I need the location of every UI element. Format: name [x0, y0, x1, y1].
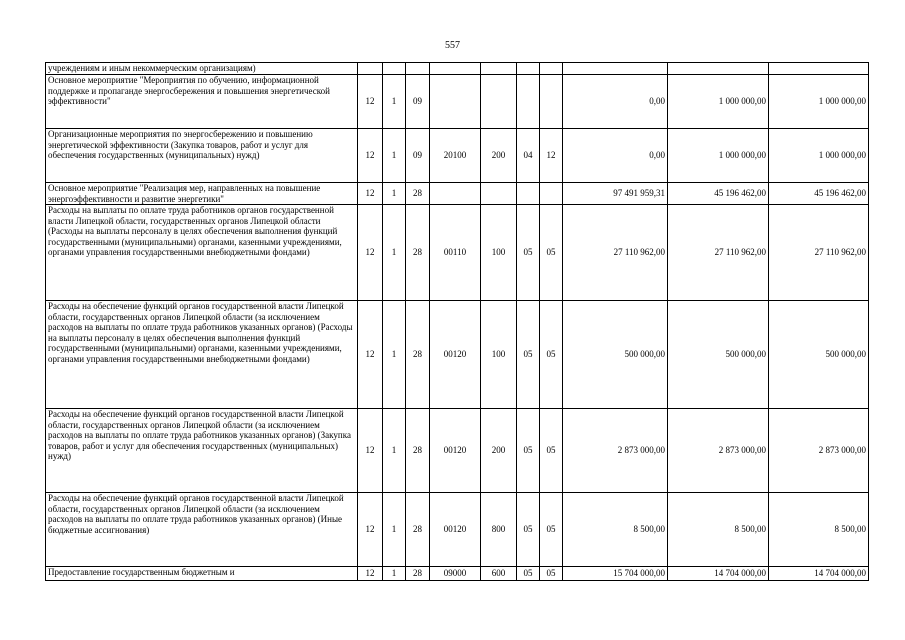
program-cell: 09	[406, 75, 430, 129]
target-cell: 00120	[430, 301, 481, 409]
table-row	[46, 205, 869, 301]
target-cell: 00110	[430, 205, 481, 301]
program-cell: 28	[406, 183, 430, 205]
target-cell: 00120	[430, 493, 481, 567]
amount-2020-cell: 27 110 962,00	[563, 205, 668, 301]
amount-2022-cell	[769, 63, 869, 75]
program-cell: 28	[406, 567, 430, 581]
section-cell: 12	[358, 183, 383, 205]
expense-type-cell	[481, 63, 517, 75]
target-cell	[430, 183, 481, 205]
expense-type-cell: 200	[481, 129, 517, 183]
program-cell	[406, 63, 430, 75]
amount-2020-cell: 0,00	[563, 75, 668, 129]
table-row	[46, 567, 869, 581]
amount-2022-cell: 1 000 000,00	[769, 75, 869, 129]
amount-2020-cell: 97 491 959,31	[563, 183, 668, 205]
div-cell	[517, 183, 540, 205]
subdiv-cell: 05	[540, 567, 563, 581]
amount-2020-cell: 2 873 000,00	[563, 409, 668, 493]
expense-type-cell: 100	[481, 205, 517, 301]
section-cell: 12	[358, 301, 383, 409]
description-cell: Предоставление государственным бюджетным и	[46, 567, 358, 581]
subdiv-cell: 05	[540, 409, 563, 493]
description-cell: Основное мероприятие "Реализация мер, направленных на повышение энергоэффективности и развитие энергетики"	[46, 183, 358, 205]
div-cell: 05	[517, 205, 540, 301]
section-cell: 12	[358, 567, 383, 581]
section-cell: 12	[358, 409, 383, 493]
expense-type-cell	[481, 75, 517, 129]
subdiv-cell	[540, 75, 563, 129]
subsection-cell: 1	[383, 301, 406, 409]
amount-2022-cell: 8 500,00	[769, 493, 869, 567]
subsection-cell: 1	[383, 409, 406, 493]
target-cell	[430, 75, 481, 129]
div-cell	[517, 63, 540, 75]
amount-2021-cell	[668, 63, 769, 75]
subsection-cell: 1	[383, 567, 406, 581]
description-cell: Организационные мероприятия по энергосбережению и повышению энергетической эффективности (Закупка товаров, работ и услуг для обеспечения государственных (муниципальных) нужд)	[46, 129, 358, 183]
description-cell: учреждениям и иным некоммерческим организациям)	[46, 63, 358, 75]
subsection-cell: 1	[383, 183, 406, 205]
amount-2022-cell: 500 000,00	[769, 301, 869, 409]
expense-type-cell: 800	[481, 493, 517, 567]
div-cell: 05	[517, 409, 540, 493]
amount-2021-cell: 500 000,00	[668, 301, 769, 409]
description-cell: Расходы на обеспечение функций органов государственной власти Липецкой области, государственных органов Липецкой области (за исключением расходов на выплаты по оплате труда работников указанных органов) (Закупка товаров, работ и услуг для обеспечения государственных (муниципальных) нужд)	[46, 409, 358, 493]
amount-2021-cell: 45 196 462,00	[668, 183, 769, 205]
amount-2020-cell: 0,00	[563, 129, 668, 183]
section-cell: 12	[358, 129, 383, 183]
section-cell	[358, 63, 383, 75]
program-cell: 28	[406, 301, 430, 409]
table-row	[46, 63, 869, 75]
target-cell: 20100	[430, 129, 481, 183]
target-cell: 00120	[430, 409, 481, 493]
expense-type-cell	[481, 183, 517, 205]
description-cell: Основное мероприятие "Мероприятия по обучению, информационной поддержке и пропаганде энергосбережения и повышения энергетической эффективности"	[46, 75, 358, 129]
subdiv-cell	[540, 63, 563, 75]
amount-2020-cell	[563, 63, 668, 75]
expense-type-cell: 200	[481, 409, 517, 493]
section-cell: 12	[358, 493, 383, 567]
program-cell: 28	[406, 409, 430, 493]
program-cell: 09	[406, 129, 430, 183]
program-cell: 28	[406, 493, 430, 567]
program-cell: 28	[406, 205, 430, 301]
amount-2021-cell: 2 873 000,00	[668, 409, 769, 493]
amount-2020-cell: 500 000,00	[563, 301, 668, 409]
subsection-cell: 1	[383, 75, 406, 129]
subsection-cell: 1	[383, 205, 406, 301]
amount-2020-cell: 15 704 000,00	[563, 567, 668, 581]
expense-type-cell: 100	[481, 301, 517, 409]
section-cell: 12	[358, 75, 383, 129]
table-row	[46, 183, 869, 205]
amount-2021-cell: 1 000 000,00	[668, 75, 769, 129]
subsection-cell: 1	[383, 129, 406, 183]
amount-2022-cell: 2 873 000,00	[769, 409, 869, 493]
table-row	[46, 493, 869, 567]
div-cell: 05	[517, 301, 540, 409]
amount-2022-cell: 27 110 962,00	[769, 205, 869, 301]
section-cell: 12	[358, 205, 383, 301]
amount-2021-cell: 14 704 000,00	[668, 567, 769, 581]
target-cell: 09000	[430, 567, 481, 581]
table-row	[46, 409, 869, 493]
amount-2021-cell: 8 500,00	[668, 493, 769, 567]
amount-2022-cell: 1 000 000,00	[769, 129, 869, 183]
subdiv-cell	[540, 183, 563, 205]
description-cell: Расходы на выплаты по оплате труда работников органов государственной власти Липецкой области, государственных органов Липецкой области (Расходы на выплаты персоналу в целях обеспечения выполнения функций государственными (муниципальными) органами, казенными учреждениями, органами управления государственными внебюджетными фондами)	[46, 205, 358, 301]
amount-2020-cell: 8 500,00	[563, 493, 668, 567]
page-number: 557	[445, 40, 460, 51]
subsection-cell: 1	[383, 493, 406, 567]
table-row	[46, 129, 869, 183]
div-cell: 04	[517, 129, 540, 183]
subdiv-cell: 05	[540, 493, 563, 567]
table-row	[46, 75, 869, 129]
div-cell: 05	[517, 493, 540, 567]
amount-2021-cell: 27 110 962,00	[668, 205, 769, 301]
budget-table	[45, 62, 869, 581]
amount-2021-cell: 1 000 000,00	[668, 129, 769, 183]
subsection-cell	[383, 63, 406, 75]
table-row	[46, 301, 869, 409]
div-cell: 05	[517, 567, 540, 581]
subdiv-cell: 05	[540, 301, 563, 409]
subdiv-cell: 05	[540, 205, 563, 301]
target-cell	[430, 63, 481, 75]
div-cell	[517, 75, 540, 129]
description-cell: Расходы на обеспечение функций органов государственной власти Липецкой области, государственных органов Липецкой области (за исключением расходов на выплаты по оплате труда работников указанных органов) (Иные бюджетные ассигнования)	[46, 493, 358, 567]
amount-2022-cell: 14 704 000,00	[769, 567, 869, 581]
subdiv-cell: 12	[540, 129, 563, 183]
table-body	[46, 63, 869, 581]
expense-type-cell: 600	[481, 567, 517, 581]
amount-2022-cell: 45 196 462,00	[769, 183, 869, 205]
description-cell: Расходы на обеспечение функций органов государственной власти Липецкой области, государственных органов Липецкой области (за исключением расходов на выплаты по оплате труда работников указанных органов) (Расходы на выплаты персоналу в целях обеспечения выполнения функций государственными (муниципальными) органами, казенными учреждениями, органами управления государственными внебюджетными фондами)	[46, 301, 358, 409]
